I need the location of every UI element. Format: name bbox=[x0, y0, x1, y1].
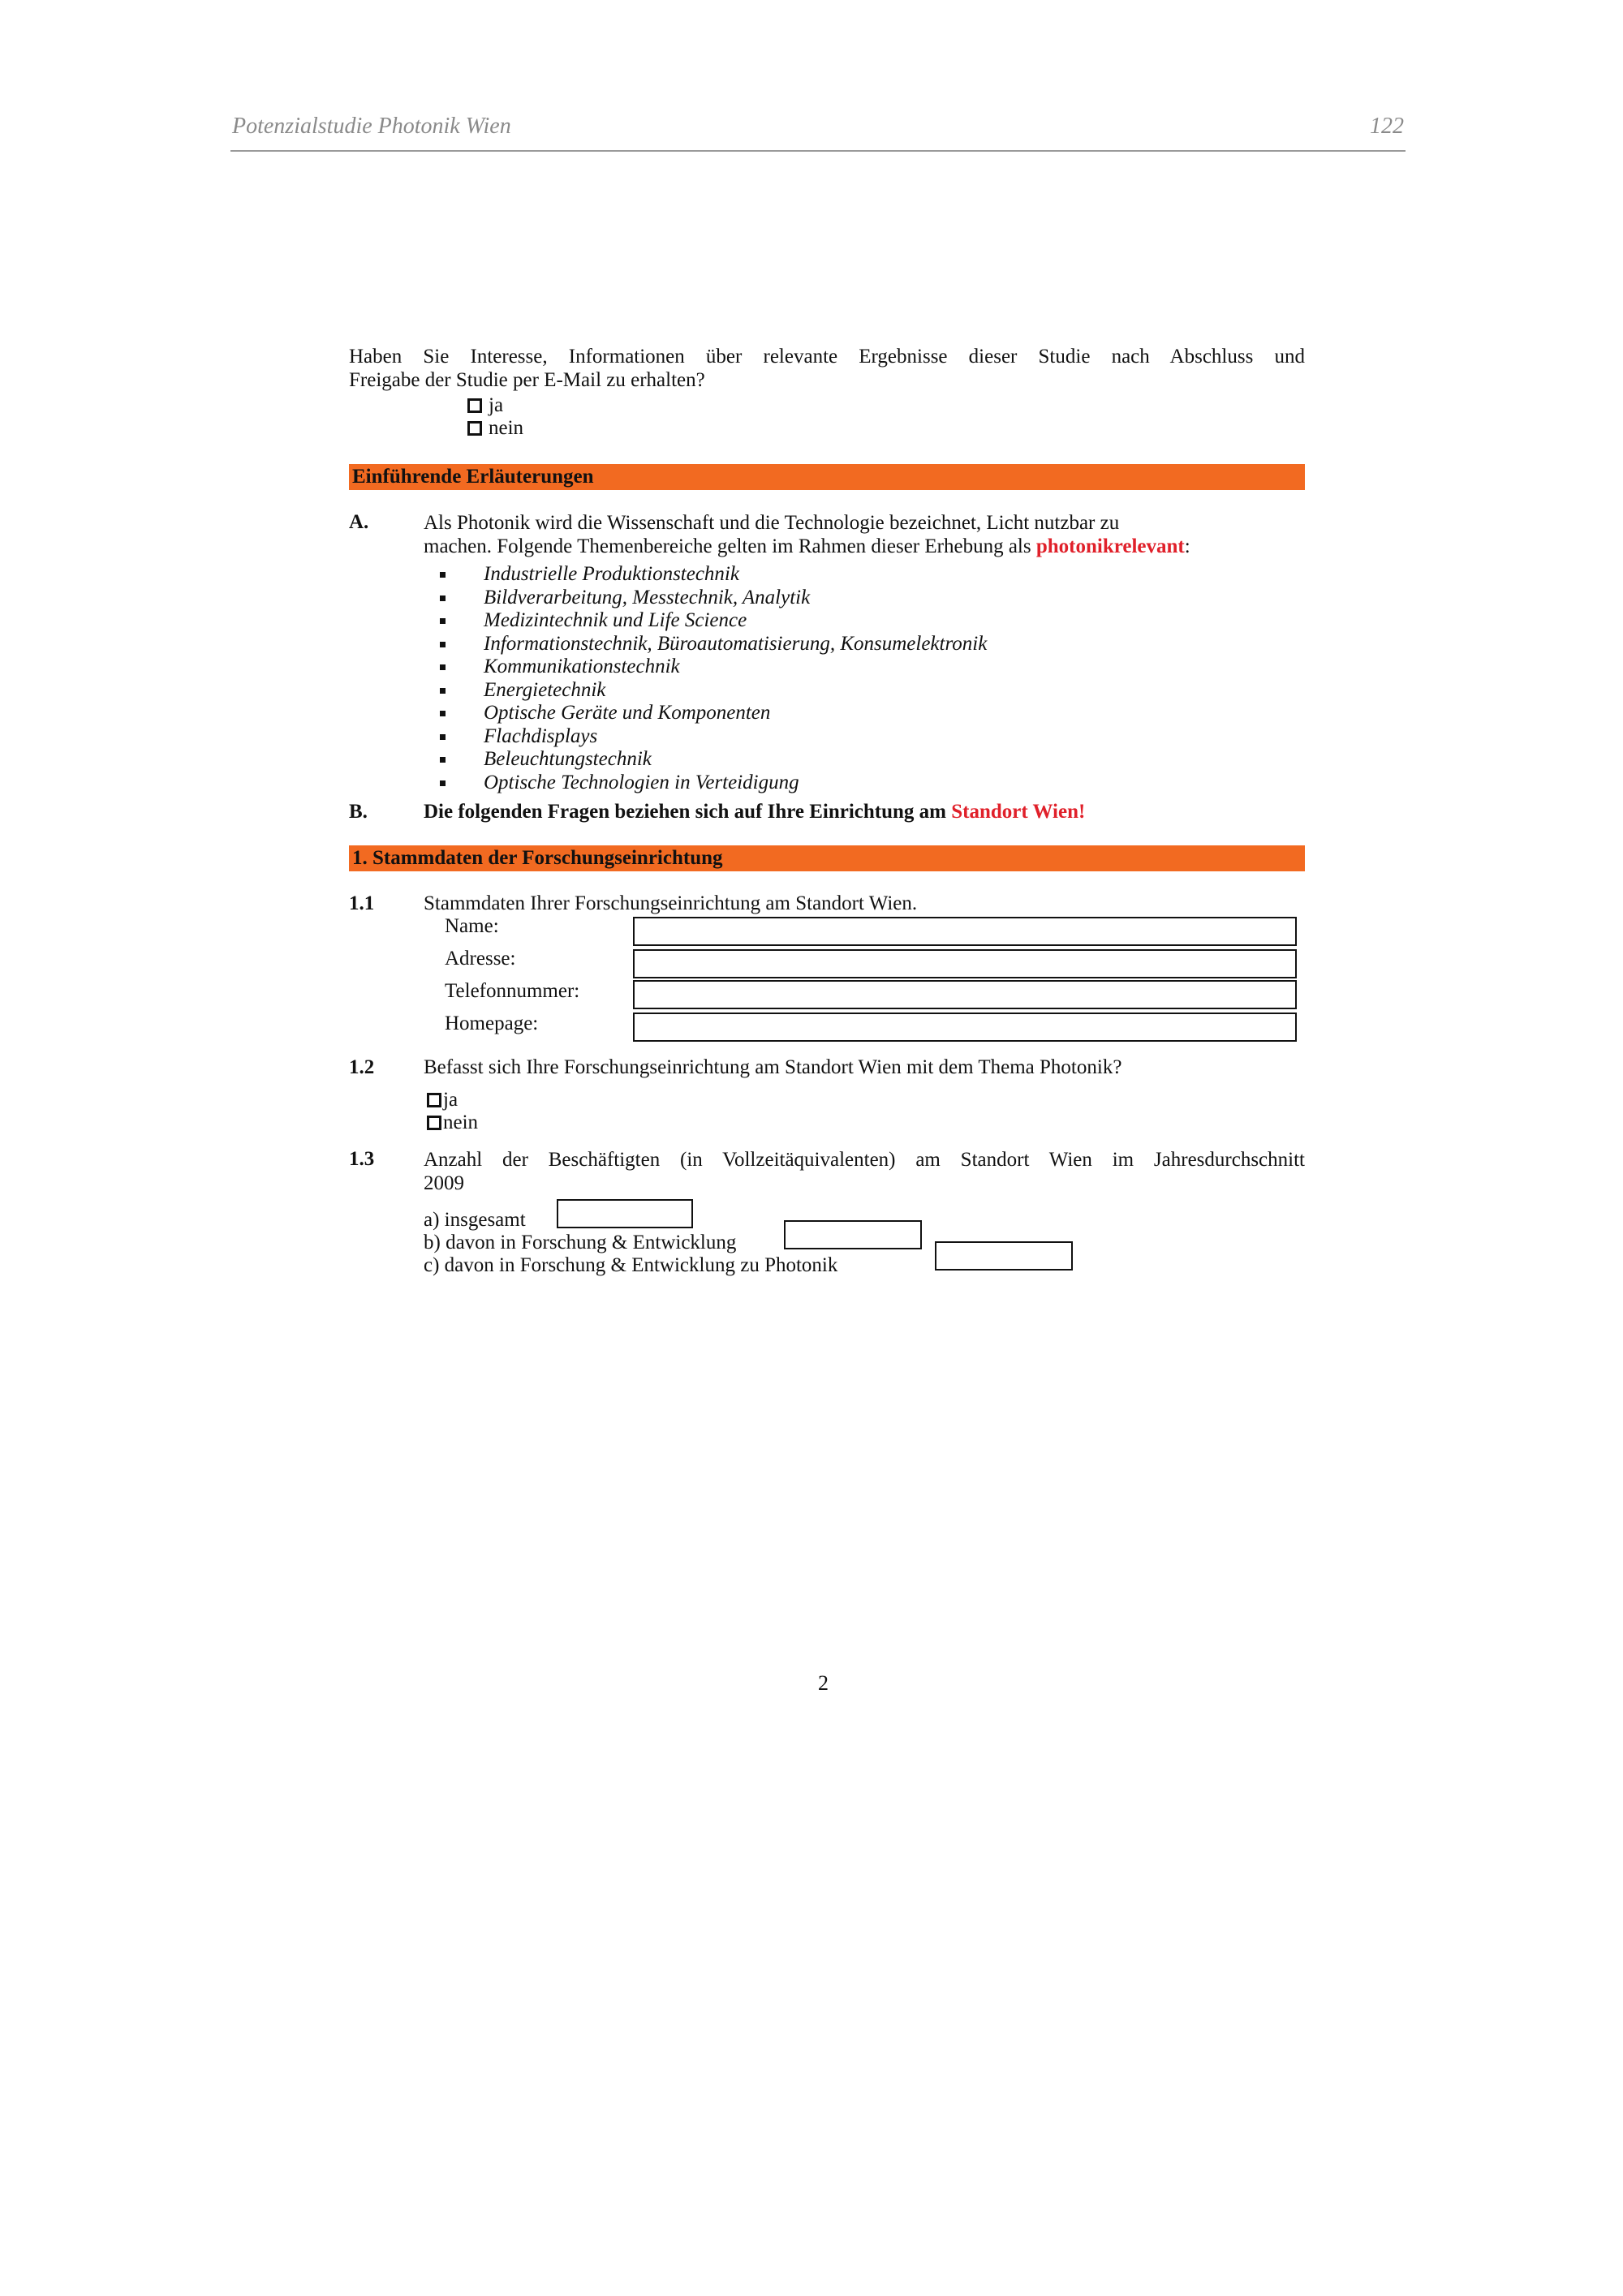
item-b-highlight: Standort Wien! bbox=[951, 801, 1086, 823]
list-item: Energietechnik bbox=[428, 679, 987, 703]
topic-list-wrapper bbox=[428, 563, 987, 794]
checkbox-icon[interactable] bbox=[467, 398, 482, 413]
phone-field[interactable] bbox=[633, 980, 1297, 1009]
q12-option-nein[interactable] bbox=[427, 1111, 478, 1134]
question-1-1-label: 1.1 bbox=[349, 892, 375, 914]
address-field[interactable] bbox=[633, 949, 1297, 978]
item-b-label: B. bbox=[349, 801, 368, 823]
item-a-text-line2 bbox=[424, 535, 1190, 558]
checkbox-icon[interactable] bbox=[467, 421, 482, 436]
list-item: Medizintechnik und Life Science bbox=[428, 609, 987, 633]
question-1-3-text-line1: Anzahl der Beschäftigten (in Vollzeitäquivalenten) am Standort Wien im Jahresdurchschnitt bbox=[424, 1149, 1305, 1171]
item-a-label: A. bbox=[349, 511, 369, 533]
list-item: Beleuchtungstechnik bbox=[428, 748, 987, 772]
field-label-name: Name: bbox=[445, 915, 499, 937]
photonics-rd-employees-field[interactable] bbox=[935, 1241, 1073, 1271]
item-a-text-line1: Als Photonik wird die Wissenschaft und die Technologie bezeichnet, Licht nutzbar zu bbox=[424, 512, 1120, 534]
list-item: Optische Geräte und Komponenten bbox=[428, 702, 987, 725]
intro-option-ja[interactable] bbox=[467, 394, 523, 417]
q13-item-a-label: a) insgesamt bbox=[424, 1209, 526, 1231]
question-1-2-label: 1.2 bbox=[349, 1056, 375, 1078]
question-1-1-text: Stammdaten Ihrer Forschungseinrichtung am Standort Wien. bbox=[424, 892, 918, 914]
item-b-text-main: Die folgenden Fragen beziehen sich auf Ihre Einrichtung am bbox=[424, 801, 952, 823]
checkbox-icon[interactable] bbox=[427, 1093, 441, 1107]
option-label: ja bbox=[443, 1089, 458, 1111]
header-divider bbox=[230, 150, 1406, 152]
option-label: nein bbox=[443, 1111, 479, 1133]
homepage-field[interactable] bbox=[633, 1013, 1297, 1042]
question-1-2-options bbox=[427, 1089, 478, 1134]
list-item: Flachdisplays bbox=[428, 725, 987, 749]
question-1-3-label: 1.3 bbox=[349, 1148, 375, 1170]
intro-question-line1: Haben Sie Interesse, Informationen über relevante Ergebnisse dieser Studie nach Abschluss und bbox=[349, 346, 1305, 368]
option-label: nein bbox=[489, 417, 524, 439]
item-a-text-suffix: : bbox=[1184, 535, 1190, 557]
item-a-text-prefix: machen. Folgende Themenbereiche gelten im Rahmen dieser Erhebung als bbox=[424, 535, 1036, 557]
intro-options bbox=[467, 394, 523, 440]
question-1-2-text: Befasst sich Ihre Forschungseinrichtung am Standort Wien mit dem Thema Photonik? bbox=[424, 1056, 1122, 1078]
field-label-telefon: Telefonnummer: bbox=[445, 980, 580, 1002]
rd-employees-field[interactable] bbox=[784, 1220, 922, 1249]
field-label-adresse: Adresse: bbox=[445, 948, 516, 970]
running-header-page-number: 122 bbox=[1370, 114, 1404, 139]
list-item: Informationstechnik, Büroautomatisierung, Konsumelektronik bbox=[428, 633, 987, 656]
intro-question-line2: Freigabe der Studie per E-Mail zu erhalten? bbox=[349, 369, 705, 391]
list-item: Optische Technologien in Verteidigung bbox=[428, 772, 987, 795]
total-employees-field[interactable] bbox=[557, 1199, 693, 1228]
page-number: 2 bbox=[818, 1671, 829, 1695]
list-item: Bildverarbeitung, Messtechnik, Analytik bbox=[428, 587, 987, 610]
question-1-3-text-line2: 2009 bbox=[424, 1172, 464, 1194]
q13-item-b-label: b) davon in Forschung & Entwicklung bbox=[424, 1232, 737, 1253]
running-header-title: Potenzialstudie Photonik Wien bbox=[232, 114, 511, 139]
option-label: ja bbox=[489, 394, 504, 416]
list-item: Kommunikationstechnik bbox=[428, 656, 987, 679]
q13-item-c-label: c) davon in Forschung & Entwicklung zu Photonik bbox=[424, 1254, 838, 1276]
topic-list bbox=[428, 563, 987, 794]
intro-option-nein[interactable] bbox=[467, 417, 523, 440]
item-b-text bbox=[424, 801, 1085, 823]
section-heading-stammdaten: 1. Stammdaten der Forschungseinrichtung bbox=[349, 845, 1305, 871]
name-field[interactable] bbox=[633, 917, 1297, 946]
list-item: Industrielle Produktionstechnik bbox=[428, 563, 987, 587]
checkbox-icon[interactable] bbox=[427, 1116, 441, 1130]
section-heading-intro: Einführende Erläuterungen bbox=[349, 464, 1305, 490]
item-a-highlight: photonikrelevant bbox=[1035, 535, 1185, 557]
q12-option-ja[interactable] bbox=[427, 1089, 478, 1111]
field-label-homepage: Homepage: bbox=[445, 1013, 539, 1034]
